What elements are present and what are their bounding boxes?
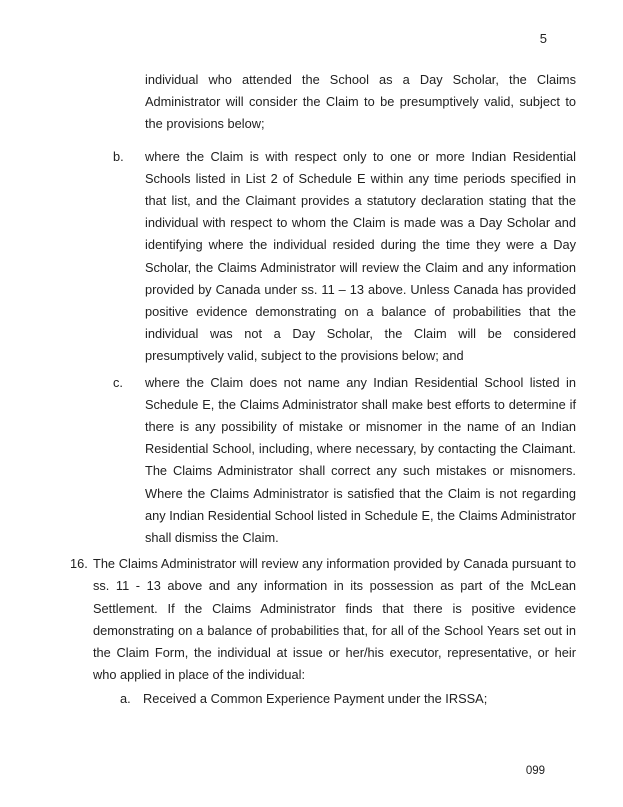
sub-item-a-marker: a. bbox=[120, 691, 131, 707]
list-item-c bbox=[113, 372, 576, 550]
sub-item-a-text: Received a Common Experience Payment under the IRSSA; bbox=[143, 691, 488, 707]
page-content bbox=[0, 69, 623, 711]
list-item-c-marker: c. bbox=[113, 374, 123, 390]
list-item-c-text: where the Claim does not name any Indian Residential School listed in Schedule E, the Claims Administrator shall make best efforts to determine if there is any possibility of mistake or misnomer in the name of an Indian Residential School, including, where necessary, by contacting the Claimant. The Claims Administrator shall correct any such mistakes or misnomers. Where the Claims Administrator is satisfied that the Claim is not regarding any Indian Residential School listed in Schedule E, the Claims Administrator shall dismiss the Claim. bbox=[145, 374, 576, 546]
list-item-b bbox=[113, 146, 576, 368]
paragraph-16 bbox=[70, 553, 576, 686]
list-item-b-marker: b. bbox=[113, 148, 124, 164]
continuation-paragraph: individual who attended the School as a Day Scholar, the Claims Administrator will consider the Claim to be presumptively valid, subject to the provisions below; bbox=[145, 72, 576, 132]
list-item-b-text: where the Claim is with respect only to one or more Indian Residential Schools listed in List 2 of Schedule E within any time periods specified in that list, and the Claimant provides a statutory declaration stating that the individual with respect to whom the Claim is made was a Day Scholar and identifying where the individual resided during the time they were a Day Scholar, the Claims Administrator will review the Claim and any information provided by Canada under ss. 11 – 13 above. Unless Canada has provided positive evidence demonstrating on a balance of probabilities that the individual was not a Day Scholar, the Claim will be considered presumptively valid, subject to the provisions below; and bbox=[145, 148, 576, 364]
sub-item-a bbox=[120, 688, 583, 710]
paragraph-16-marker: 16. bbox=[70, 556, 88, 572]
paragraph-16-text: The Claims Administrator will review any information provided by Canada pursuant to ss. 11 - 13 above and any information in its possession as part of the McLean Settlement. If the Claims Administrator finds that there is positive evidence demonstrating on a balance of probabilities that, for all of the School Years set out in the Claim Form, the individual at issue or her/his executor, representative, or heir who applied in place of the individual: bbox=[93, 556, 576, 683]
page-number: 5 bbox=[539, 31, 547, 46]
bates-stamp-number: 099 bbox=[525, 765, 545, 777]
